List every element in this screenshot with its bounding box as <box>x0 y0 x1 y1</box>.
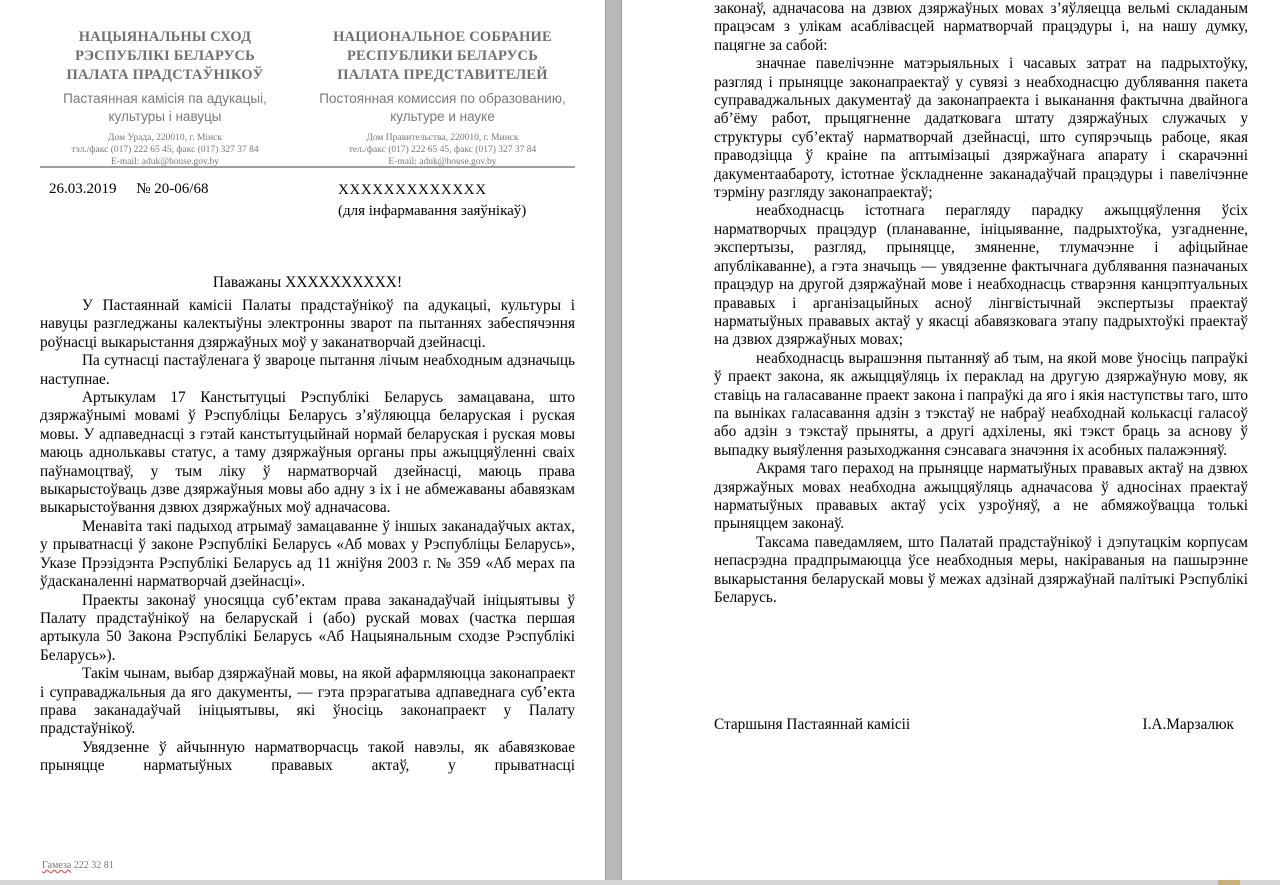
paragraph: Увядзенне ў айчынную нарматворчасць такой навэлы, як абавязковае прыняцце нарматыўных прававых актаў, у прыватнасці <box>40 738 575 775</box>
committee-line2-ru: культуре и науке <box>390 109 495 124</box>
salutation: Паважаны ХХХХХХХХХХ! <box>212 274 403 291</box>
status-widget[interactable] <box>1218 880 1240 885</box>
letter-body-right <box>714 0 1248 607</box>
document-date: 26.03.2019 <box>49 181 117 197</box>
org-name-line2-be: РЭСПУБЛІКІ БЕЛАРУСЬ <box>75 48 255 64</box>
paragraph: Акрамя таго пераход на прыняцце нарматыўных прававых актаў на дзвюх дзяржаўных мовах неабходна ажыццяўляць адначасова ў адносінах праектаў нарматыўных прававых актаў усіх узроўняў, а не абмяжоўвацца толькі прыняццем законаў. <box>714 460 1248 533</box>
page-gap <box>605 0 622 880</box>
org-name-line1-ru: НАЦИОНАЛЬНОЕ СОБРАНИЕ <box>333 29 552 45</box>
paragraph: неабходнасць істотнага перагляду парадку ажыццяўлення ўсіх нарматворчых працэдур (планаванне, ініцыяванне, падрыхтоўка, узгадненне, экспертызы, разгляд, прыняцце, змяненне, тлумачэнне і афіцыйнае апублікаванне), а гэта значыць — увядзенне фактычнага дублявання пазначаных працэдур на другой дзяржаўнай мове і неабходнасць стварэння канцэптуальных прававых і арганізацыйных асноў лінгвістычнай экспертызы праектаў нарматыўных прававых актаў у якасці абавязковага этапу падрыхтоўкі праектаў на дзвюх дзяржаўных мовах; <box>714 202 1248 349</box>
committee-line1-be: Пастаянная камісія па адукацыі, <box>63 91 267 106</box>
paragraph: Артыкулам 17 Канстытуцыі Рэспублікі Беларусь замацавана, што дзяржаўнымі мовамі ў Рэспубліцы Беларусь з’яўляюцца беларуская і руская мовы. У адпаведнасці з гэтай канстытуцыйнай нормай беларуская і руская мовы маюць аднолькавы статус, а таму дзяржаўныя органы пры ажыццяўленні сваіх паўнамоцтваў, у тым ліку ў нарматворчай дзейнасці, маюць права выкарыстоўваць дзве дзяржаўныя мовы або адну з іх і не абмежаваны абавязкам выкарыстоўвання дзвюх дзяржаўных моў адначасова. <box>40 389 575 517</box>
paragraph: Па сутнасці пастаўленага ў звароце пытання лічым неабходным адзначыць наступнае. <box>40 352 575 388</box>
document-meta <box>49 181 224 198</box>
address-line1-be: Дом Урада, 220010, г. Мінск <box>108 133 222 143</box>
address-line2-ru: тел./факс (017) 222 65 45, факс (017) 327 37 84 <box>348 145 537 155</box>
paragraph: законаў, адначасова на дзвюх дзяржаўных мовах з’яўляецца вельмі складаным працэсам з улікам асаблівасцей нарматворчай працэдуры і, на нашу думку, пацягне за сабой: <box>714 0 1248 54</box>
letterhead-divider <box>40 166 575 168</box>
address-line3-ru: E-mail: aduk@house.gov.by <box>388 157 497 167</box>
letterhead-russian <box>310 28 575 168</box>
committee-line2-be: культуры і навуцы <box>108 109 222 124</box>
paragraph: Таксама паведамляем, што Палатай прадстаўнікоў і дэпутацкім корпусам непасрэдна прадпрымаюцца ўсе неабходныя меры, накіраваныя на пашырэнне выкарыстання беларускай мовы ў межах адзінай дзяржаўнай палітыкі Рэспублікі Беларусь. <box>714 533 1248 606</box>
recipient-note: (для інфармавання заяўнікаў) <box>338 203 527 219</box>
paragraph: неабходнасць вырашэння пытанняў аб тым, на якой мове ўносіць папраўкі ў праект закона, як ажыццяўляць іх пераклад на другую дзяржаўную мову, як ставіць на галасаванне праект закона і папраўкі да яго і якія наступствы таго, што па выніках галасавання адзін з тэкстаў не набраў неабходнай колькасці галасоў або адзін з тэкстаў прыняты, а другі адхілены, які тэкст браць за аснову ў выпадку выяўлення разыходжання сэнсавага значэння іх асобных палажэнняў. <box>714 349 1248 459</box>
chamber-name-be: ПАЛАТА ПРАДСТАЎНІКОЎ <box>66 67 264 83</box>
recipient-block <box>338 180 526 222</box>
recipient-name: ХХХХХХХХХХХХХ <box>338 182 487 198</box>
letter-body-left <box>40 297 575 776</box>
chamber-name-ru: ПАЛАТА ПРЕДСТАВИТЕЛЕЙ <box>337 67 548 83</box>
document-number: № 20-06/68 <box>136 181 209 197</box>
paragraph: Такім чынам, выбар дзяржаўнай мовы, на якой афармляюцца законапраект і суправаджальныя да яго дакументы, — гэта прэрагатыва адпаведнага суб’екта права заканадаўчай ініцыятывы, які ўносіць законапраект у Палату прадстаўнікоў. <box>40 665 575 738</box>
window-bottom-edge <box>0 880 1280 885</box>
address-line3-be: E-mail: aduk@house.gov.by <box>110 157 220 167</box>
letterhead-belarusian <box>40 28 290 168</box>
committee-line1-ru: Постоянная комиссия по образованию, <box>319 91 566 106</box>
paragraph: Праекты законаў уносяцца суб’ектам права заканадаўчай ініцыятывы ў Палату прадстаўнікоў на беларускай і (або) рускай мовах (частка першая артыкула 50 Закона Рэспублікі Беларусь «Аб Нацыянальным сходзе Рэспублікі Беларусь»). <box>40 591 575 664</box>
letterhead <box>40 28 575 168</box>
signatory-role: Старшыня Пастаяннай камісіі <box>714 716 911 733</box>
signatory-name: І.А.Марзалюк <box>1142 716 1234 733</box>
address-line1-ru: Дом Правительства, 220010, г. Минск <box>366 133 519 143</box>
address-line2-be: тэл./факс (017) 222 65 45, факс (017) 327 37 84 <box>71 145 259 155</box>
paragraph: У Пастаяннай камісіі Палаты прадстаўнікоў па адукацыі, культуры і навуцы разгледжаны калектыўны электронны зварот па пытаннях забеспячэння роўнасці выкарыстання дзяржаўных моў у заканатворчай дзейнасці. <box>40 297 575 351</box>
footer-code-word: Гамеза <box>42 860 72 871</box>
footer-code-phone: 222 32 81 <box>73 860 114 871</box>
org-name-line1-be: НАЦЫЯНАЛЬНЫ СХОД <box>78 29 252 45</box>
org-name-line2-ru: РЕСПУБЛИКИ БЕЛАРУСЬ <box>347 48 538 64</box>
footer-code <box>42 860 114 871</box>
paragraph: Менавіта такі падыход атрымаў замацаванне ў іншых заканадаўчых актах, у прыватнасці ў законе Рэспублікі Беларусь «Аб мовах у Рэспубліцы Беларусь», Указе Прэзідэнта Рэспублікі Беларусь ад 11 жніўня 2003 г. № 359 «Аб мерах па ўдасканаленні нарматворчай дзейнасці». <box>40 517 575 591</box>
paragraph: значнае павелічэнне матэрыяльных і часавых затрат на падрыхтоўку, разгляд і прыняцце законапраектаў у сувязі з неабходнасцю дублявання пакета суправаджальных дакументаў да законапраекта і выканання фактычна двайнога аб’ёму работ, прыцягненне дадатковага штату дзяржаўных служачых у структуры суб’ектаў нарматворчай дзейнасці, што супярэчыць рабоце, якая праводзіцца ў краіне па аптымізацыі дзяржаўнага апарату і скарачэнні дакументаабароту, істотнае ўскладненне заканадаўчай працэдуры і павелічэнне тэрміну разгляду законапраектаў; <box>714 55 1248 202</box>
